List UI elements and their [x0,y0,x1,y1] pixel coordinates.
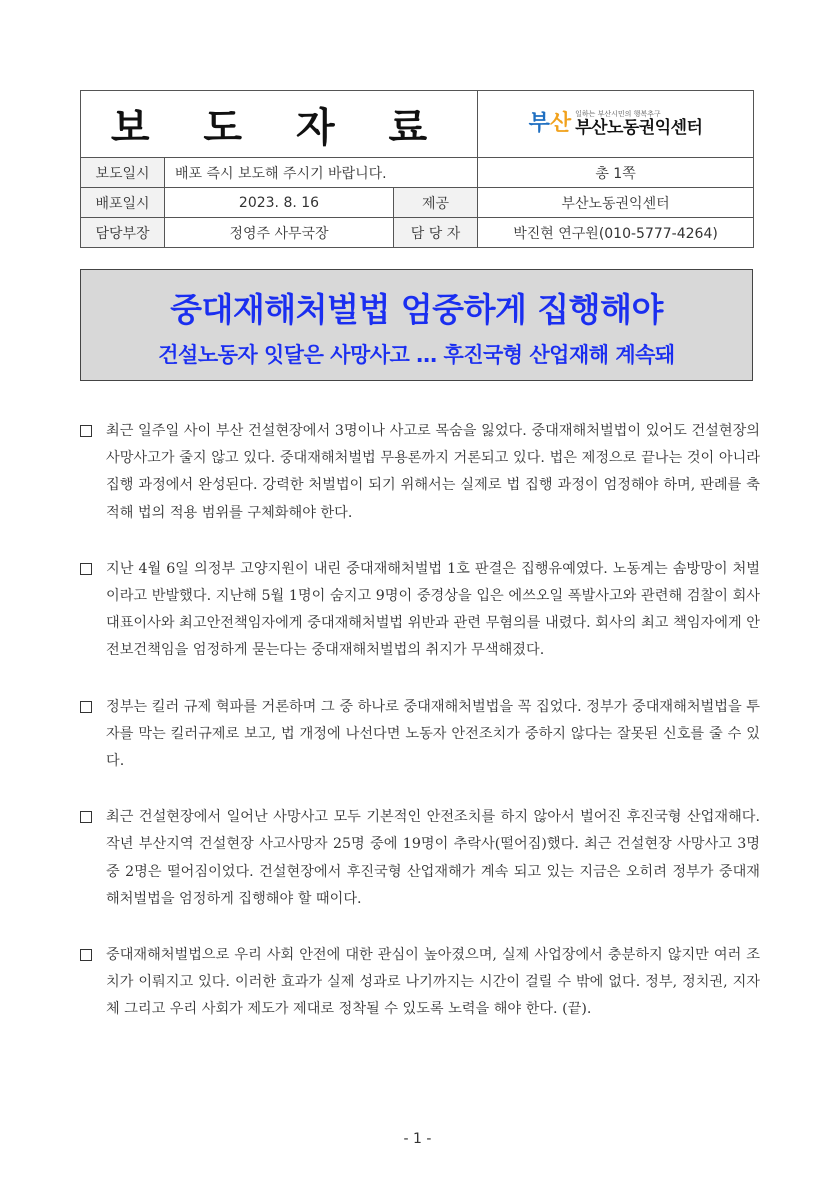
press-header-table [80,90,754,248]
logo-tagline: 일하는 부산시민의 행복추구 [575,109,661,118]
logo-name: 부산노동권익센터 [575,117,703,138]
logo [478,91,754,158]
bullet-box-icon [80,701,92,713]
bullet-box-icon [80,563,92,575]
manager-label: 담당부장 [81,218,165,248]
paragraph: 최근 건설현장에서 일어난 사망사고 모두 기본적인 안전조치를 하지 않아서 벌어진 후진국형 산업재해다. 작년 부산지역 건설현장 사고사망자 25명 중에 19명이 추락사(떨어짐)했다. 최근 건설현장 사망사고 3명 중 2명은 떨어짐이었다. 건설현장에서 후진국형 산업재해가 계속 되고 있는 지금은 오히려 정부가 중대재해처벌법을 엄정하게 집행해야 할 때이다. [80,804,760,913]
paragraph: 최근 일주일 사이 부산 건설현장에서 3명이나 사고로 목숨을 잃었다. 중대재해처벌법이 있어도 건설현장의 사망사고가 줄지 않고 있다. 중대재해처벌법 무용론까지 거론되고 있다. 법은 제정으로 끝나는 것이 아니라 집행 과정에서 완성된다. 강력한 처벌법이 되기 위해서는 실제로 법 집행 과정이 엄정해야 하며, 판례를 축적해 법의 적용 범위를 구체화해야 한다. [80,418,760,527]
bullet-box-icon [80,425,92,437]
paragraph: 지난 4월 6일 의정부 고양지원이 내린 중대재해처벌법 1호 판결은 집행유예였다. 노동계는 솜방망이 처벌이라고 반발했다. 지난해 5월 1명이 숨지고 9명이 중경상을 입은 에쓰오일 폭발사고와 관련해 검찰이 회사대표이사와 최고안전책임자에게 중대재해처벌법 위반과 관련 무혐의를 내렸다. 회사의 최고 책임자에게 안전보건책임을 엄정하게 묻는다는 중대재해처벌법의 취지가 무색해졌다. [80,556,760,665]
distribution-date-label: 배포일시 [81,188,165,218]
release-time-value: 배포 즉시 보도해 주시기 바랍니다. [165,158,478,188]
provider-value: 부산노동권익센터 [478,188,754,218]
paragraph: 중대재해처벌법으로 우리 사회 안전에 대한 관심이 높아졌으며, 실제 사업장에서 충분하지 않지만 여러 조치가 이뤄지고 있다. 이러한 효과가 실제 성과로 나기까지는 시간이 걸릴 수 밖에 없다. 정부, 정치권, 지자체 그리고 우리 사회가 제도가 제대로 정착될 수 있도록 노력을 해야 한다. (끝). [80,942,760,1024]
page-count: 총 1쪽 [478,158,754,188]
contact-label: 담 당 자 [394,218,478,248]
bullet-box-icon [80,949,92,961]
release-time-label: 보도일시 [81,158,165,188]
headline-main: 중대재해처벌법 엄중하게 집행해야 [170,290,663,329]
page-number: - 1 - [403,1131,432,1147]
headline-box [80,269,753,381]
document-title: 보 도 자 료 [81,91,478,158]
bullet-box-icon [80,811,92,823]
distribution-date-value: 2023. 8. 16 [165,188,394,218]
headline-sub: 건설노동자 잇달은 사망사고 … 후진국형 산업재해 계속돼 [158,343,675,367]
manager-value: 정영주 사무국장 [165,218,394,248]
provider-label: 제공 [394,188,478,218]
paragraph: 정부는 킬러 규제 혁파를 거론하며 그 중 하나로 중대재해처벌법을 꼭 집었다. 정부가 중대재해처벌법을 투자를 막는 킬러규제로 보고, 법 개정에 나선다면 노동자 안전조치가 중하지 않다는 잘못된 신호를 줄 수 있다. [80,694,760,776]
contact-value: 박진현 연구원(010-5777-4264) [478,218,754,248]
logo-mark-icon: 부산 [528,111,572,136]
article-body [80,418,760,1053]
